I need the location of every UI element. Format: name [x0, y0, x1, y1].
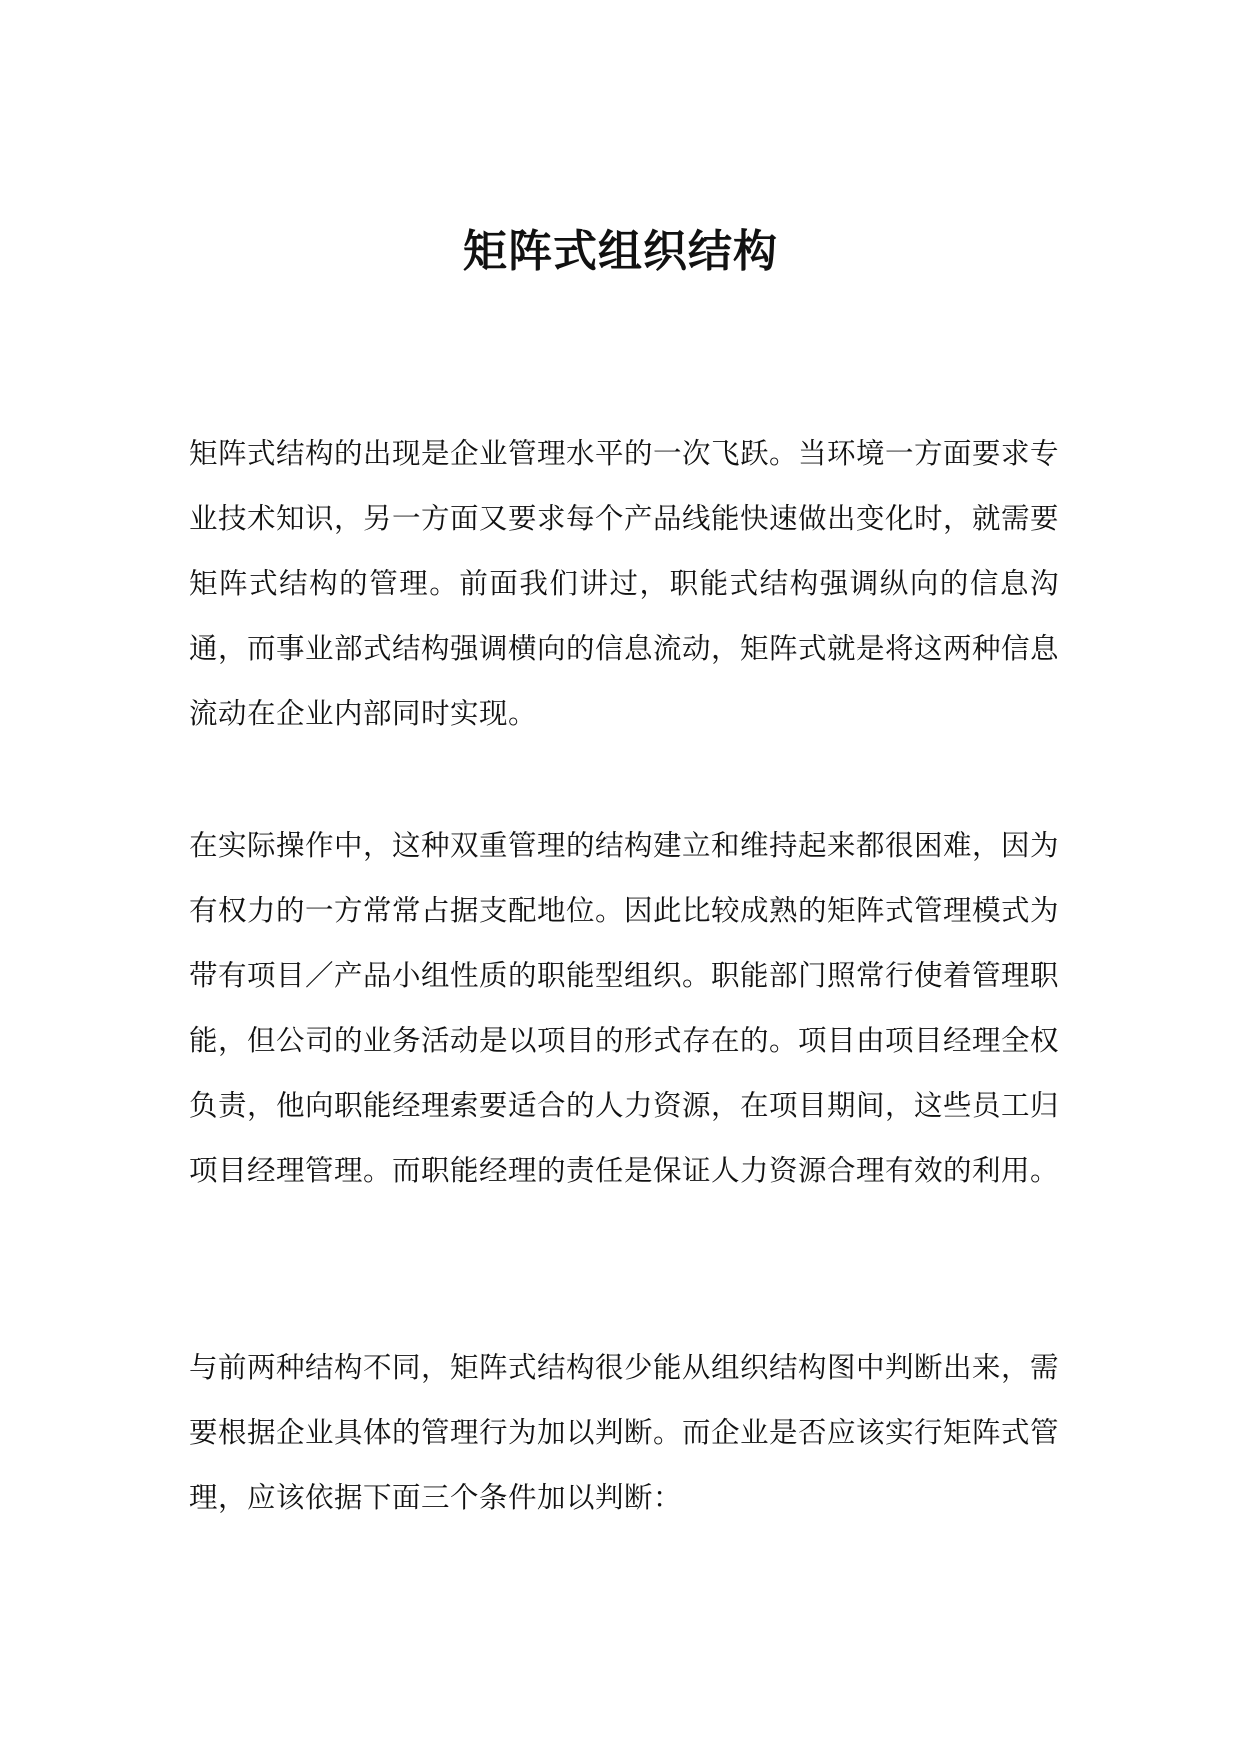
paragraph-3: [189, 1335, 1059, 1530]
paragraph-text: 矩阵式结构的出现是企业管理水平的一次飞跃。当环境一方面要求专业技术知识，另一方面又要求每个产品线能快速做出变化时，就需要矩阵式结构的管理。前面我们讲过，职能式结构强调纵向的信息沟通，而事业部式结构强调横向的信息流动，矩阵式就是将这两种信息流动在企业内部同时实现。: [189, 437, 1060, 730]
paragraph-text: 在实际操作中，这种双重管理的结构建立和维持起来都很困难，因为有权力的一方常常占据支配地位。因此比较成熟的矩阵式管理模式为带有项目／产品小组性质的职能型组织。职能部门照常行使着管理职能，但公司的业务活动是以项目的形式存在的。项目由项目经理全权负责，他向职能经理索要适合的人力资源，在项目期间，这些员工归项目经理管理。而职能经理的责任是保证人力资源合理有效的利用。: [189, 829, 1060, 1187]
paragraph-1: [189, 421, 1059, 746]
paragraph-text: 与前两种结构不同，矩阵式结构很少能从组织结构图中判断出来，需要根据企业具体的管理行为加以判断。而企业是否应该实行矩阵式管理，应该依据下面三个条件加以判断：: [189, 1351, 1060, 1514]
paragraph-2: [189, 813, 1059, 1203]
page-title: 矩阵式组织结构: [463, 226, 778, 277]
